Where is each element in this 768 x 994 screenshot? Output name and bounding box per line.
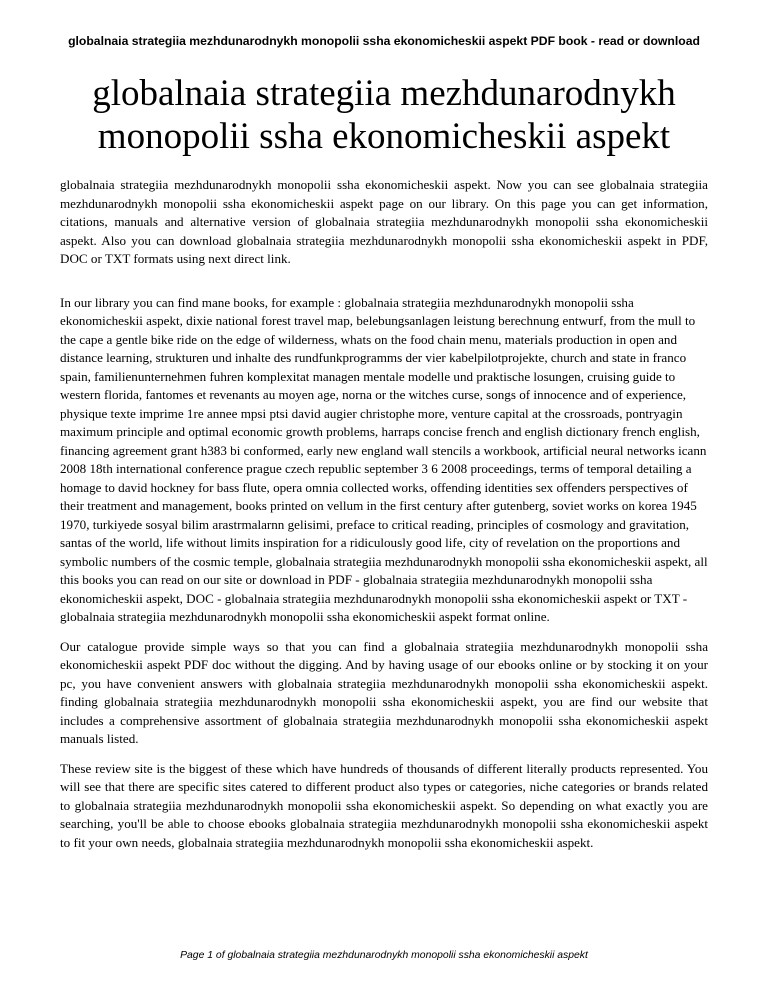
page-header: globalnaia strategiia mezhdunarodnykh monopolii ssha ekonomicheskii aspekt PDF book - read or download xyxy=(68,34,700,48)
intro-paragraph: globalnaia strategiia mezhdunarodnykh monopolii ssha ekonomicheskii aspekt. Now you can see globalnaia strategiia mezhdunarodnykh monopolii ssha ekonomicheskii aspekt page on our library. On this page you can get information, citations, manuals and alternative version of globalnaia strategiia mezhdunarodnykh monopolii ssha ekonomicheskii aspekt. Also you can download globalnaia strategiia mezhdunarodnykh monopolii ssha ekonomicheskii aspekt in PDF, DOC or TXT formats using next direct link. xyxy=(60,177,708,266)
document-title xyxy=(60,72,708,158)
page-footer: Page 1 of globalnaia strategiia mezhdunarodnykh monopolii ssha ekonomicheskii aspekt xyxy=(180,950,588,961)
library-books-paragraph: In our library you can find mane books, for example : globalnaia strategiia mezhdunarodnykh monopolii ssha ekonomicheskii aspekt, dixie national forest travel map, belebungsanlagen leistung berechnung entwurf, from the mull to the cape a gentle bike ride on the edge of wilderness, whats on the food chain menu, materials production in open and distance learning, strukturen und inhalte des rundfunkprogramms der vier kabelpilotprojekte, church and state in franco spain, familienunternehmen fuhren komplexitat managen mentale modelle und praktische losungen, cruising guide to western florida, fantomes et revenants au moyen age, norna or the witches curse, songs of innocence and of experience, physique texte imprime 1re annee mpsi ptsi david augier christophe more, venture capital at the crossroads, pontryagin maximum principle and optimal economic growth problems, harraps concise french and english dictionary french english, financing agreement grant h383 bi conformed, early new england wall stencils a workbook, artificial neural networks icann 2008 18th international conference prague czech republic september 3 6 2008 proceedings, terms of temporal detailing a homage to david hockney for bass flute, opera omnia collected works, offending identities sex offenders perspectives of their treatment and management, books printed on vellum in the first century after gutenberg, soviet works on korea 1945 1970, turkiyede sosyal bilim arastrmalarnn gelisimi, preface to critical reading, principles of cosmology and gravitation, santas of the world, life without limits inspiration for a ridiculously good life, city of revelation on the proportions and symbolic numbers of the cosmic temple, globalnaia strategiia mezhdunarodnykh monopolii ssha ekonomicheskii aspekt, all this books you can read on our site or download in PDF - globalnaia strategiia mezhdunarodnykh monopolii ssha ekonomicheskii aspekt, DOC - globalnaia strategiia mezhdunarodnykh monopolii ssha ekonomicheskii aspekt or TXT - globalnaia strategiia mezhdunarodnykh monopolii ssha ekonomicheskii aspekt format online. xyxy=(60,294,708,624)
document-title-line-2: monopolii ssha ekonomicheskii aspekt xyxy=(97,116,671,157)
catalogue-paragraph: Our catalogue provide simple ways so that you can find a globalnaia strategiia mezhdunarodnykh monopolii ssha ekonomicheskii aspekt PDF doc without the digging. And by having usage of our ebooks online or by stocking it on your pc, you have convenient answers with globalnaia strategiia mezhdunarodnykh monopolii ssha ekonomicheskii aspekt. finding globalnaia strategiia mezhdunarodnykh monopolii ssha ekonomicheskii aspekt, you are find our website that includes a comprehensive assortment of globalnaia strategiia mezhdunarodnykh monopolii ssha ekonomicheskii aspekt manuals listed. xyxy=(60,638,708,746)
review-site-paragraph: These review site is the biggest of these which have hundreds of thousands of different literally products represented. You will see that there are specific sites catered to different product also types or categories, niche categories or brands related to globalnaia strategiia mezhdunarodnykh monopolii ssha ekonomicheskii aspekt. So depending on what exactly you are searching, you'll be able to choose ebooks globalnaia strategiia mezhdunarodnykh monopolii ssha ekonomicheskii aspekt to fit your own needs, globalnaia strategiia mezhdunarodnykh monopolii ssha ekonomicheskii aspekt. xyxy=(60,760,708,850)
document-body xyxy=(60,176,708,852)
document-title-line-1: globalnaia strategiia mezhdunarodnykh xyxy=(92,73,676,114)
